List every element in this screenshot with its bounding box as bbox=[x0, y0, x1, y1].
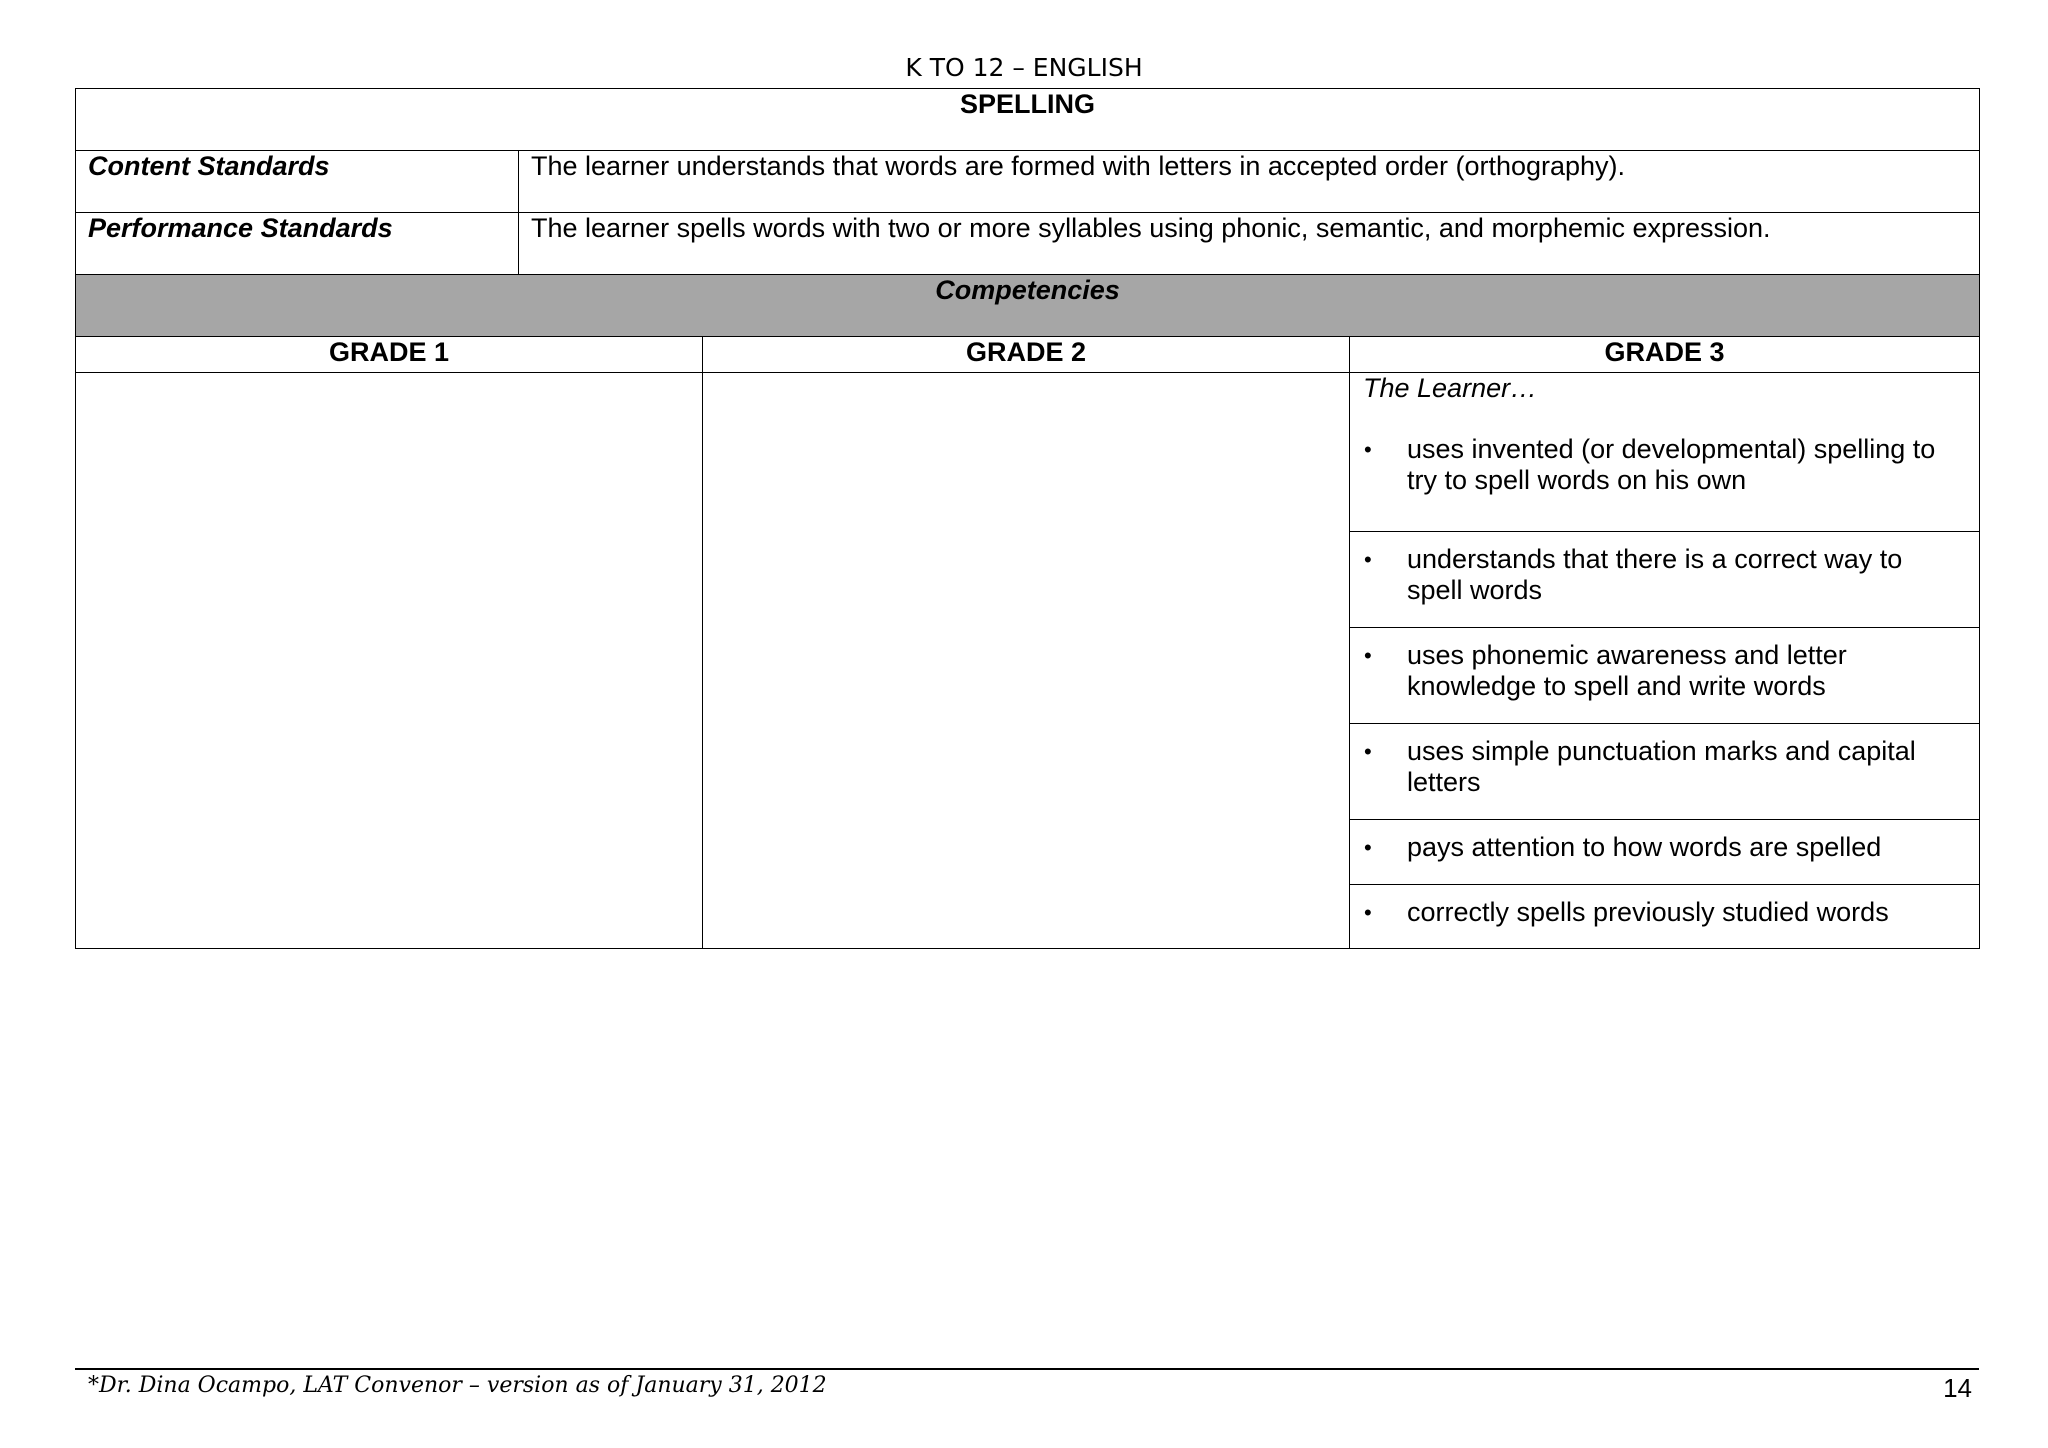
page-number: 14 bbox=[1943, 1373, 1972, 1403]
competency-item bbox=[1350, 531, 1979, 627]
spelling-curriculum-table bbox=[75, 88, 1980, 949]
competencies-heading: Competencies bbox=[76, 275, 1980, 337]
grade-2-header: GRADE 2 bbox=[703, 337, 1350, 373]
footer-rule bbox=[75, 1368, 1979, 1370]
grade-3-header: GRADE 3 bbox=[1350, 337, 1980, 373]
competency-item bbox=[1350, 627, 1979, 723]
bullet-icon: • bbox=[1364, 739, 1372, 764]
grade-3-competencies bbox=[1350, 373, 1980, 949]
bullet-icon: • bbox=[1364, 437, 1372, 462]
competency-item bbox=[1350, 404, 1979, 531]
bullet-icon: • bbox=[1364, 835, 1372, 860]
competency-text: pays attention to how words are spelled bbox=[1407, 832, 1882, 862]
grade-3-intro: The Learner… bbox=[1363, 373, 1538, 403]
footer-credit: *Dr. Dina Ocampo, LAT Convenor – version as of January 31, 2012 bbox=[88, 1373, 827, 1398]
grade-1-competencies bbox=[76, 373, 703, 949]
competency-text: understands that there is a correct way to spell words bbox=[1407, 544, 1903, 605]
bullet-icon: • bbox=[1364, 900, 1372, 925]
performance-standards-text: The learner spells words with two or more syllables using phonic, semantic, and morphemic expression. bbox=[519, 213, 1980, 275]
content-standards-label: Content Standards bbox=[76, 151, 519, 213]
competency-text: uses simple punctuation marks and capital letters bbox=[1407, 736, 1916, 797]
content-standards-text: The learner understands that words are formed with letters in accepted order (orthography). bbox=[519, 151, 1980, 213]
section-title: SPELLING bbox=[76, 89, 1980, 151]
competency-text: correctly spells previously studied words bbox=[1407, 897, 1889, 927]
bullet-icon: • bbox=[1364, 643, 1372, 668]
performance-standards-label: Performance Standards bbox=[76, 213, 519, 275]
competency-text: uses invented (or developmental) spelling to try to spell words on his own bbox=[1407, 434, 1936, 495]
grade-2-competencies bbox=[703, 373, 1350, 949]
grade-1-header: GRADE 1 bbox=[76, 337, 703, 373]
competency-item bbox=[1350, 819, 1979, 884]
page-header: K TO 12 – ENGLISH bbox=[905, 53, 1143, 82]
bullet-icon: • bbox=[1364, 547, 1372, 572]
competency-item bbox=[1350, 723, 1979, 819]
competency-item bbox=[1350, 884, 1979, 948]
competency-text: uses phonemic awareness and letter knowledge to spell and write words bbox=[1407, 640, 1847, 701]
